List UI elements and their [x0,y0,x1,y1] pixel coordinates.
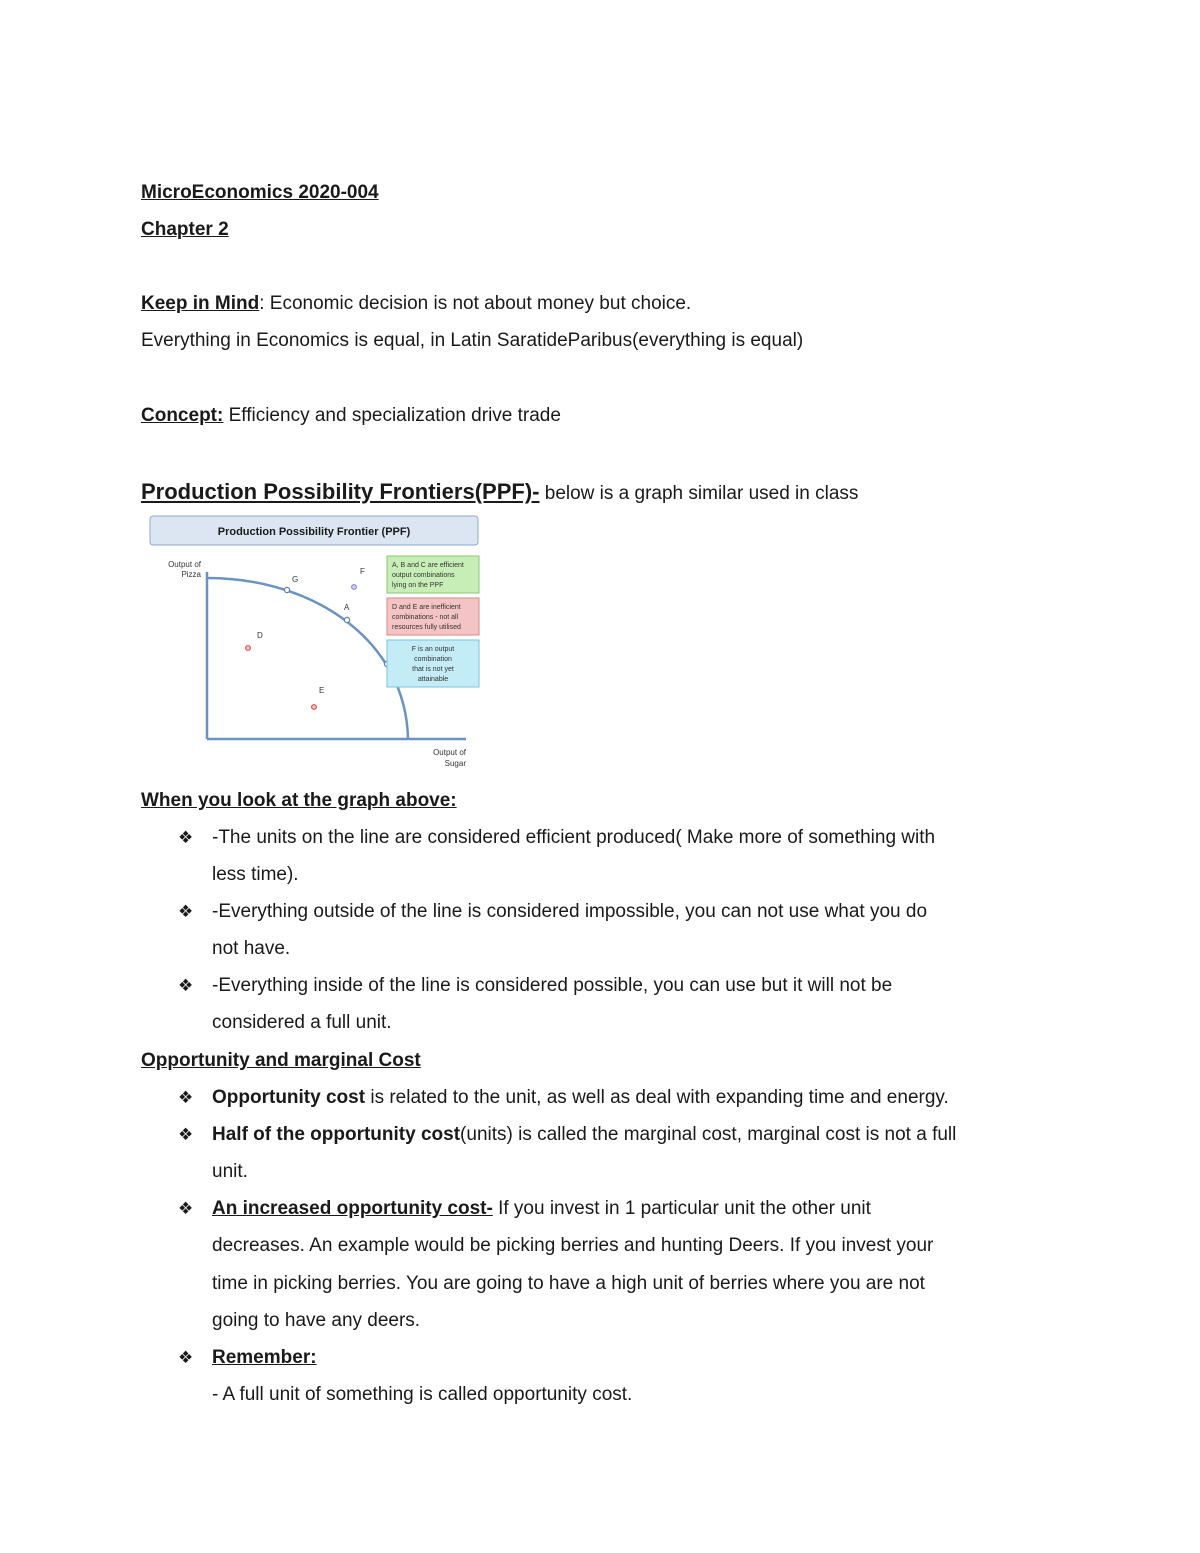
ppf-heading-line [141,479,858,505]
opportunity-item-2-term: Half of the opportunity cost [212,1124,461,1145]
opportunity-item-1 [212,1087,949,1109]
point-g [284,587,289,592]
graph-note-3-line2: considered a full unit. [212,1012,392,1033]
legend-unattainable-line2: combination [414,656,452,663]
point-f [352,585,357,590]
bullet-icon: ❖ [178,1125,194,1144]
legend-efficient-line1: A, B and C are efficient [392,562,464,569]
ceteris-paribus-line: Everything in Economics is equal, in Latin SaratideParibus(everything is equal) [141,330,804,351]
ppf-heading: Production Possibility Frontiers(PPF)- [141,479,540,504]
remember-text: - A full unit of something is called opportunity cost. [212,1384,633,1405]
opportunity-item-3-line3: time in picking berries. You are going to have a high unit of berries where you are not [212,1273,925,1294]
concept-label: Concept: [141,405,224,426]
bullet-icon: ❖ [178,1088,194,1107]
ppf-heading-text: below is a graph similar used in class [539,483,859,504]
bullet-icon: ❖ [178,1348,194,1367]
opportunity-item-3-term: An increased opportunity cost- [212,1198,493,1219]
point-d [246,646,251,651]
opportunity-item-3 [212,1198,871,1220]
opportunity-item-2-line2: unit. [212,1161,248,1182]
ppf-curve [207,578,408,739]
point-g-label: G [292,575,299,584]
point-d-label: D [257,631,263,640]
opportunity-item-1-text: is related to the unit, as well as deal with expanding time and energy. [365,1087,949,1108]
legend-unattainable-line1: F is an output [411,646,455,653]
opportunity-item-2-text: (units) is called the marginal cost, marginal cost is not a full [460,1124,957,1145]
ppf-figure [146,512,482,774]
point-a [344,617,349,622]
bullet-icon: ❖ [178,828,194,847]
legend-efficient-line3: lying on the PPF [392,582,444,589]
y-axis-label-line2: Pizza [181,570,201,579]
legend-inefficient-line2: combinations - not all [392,614,459,621]
y-axis-label-line1: Output of [168,560,201,569]
keep-in-mind-line [141,293,691,315]
opportunity-item-3-line2: decreases. An example would be picking berries and hunting Deers. If you invest your [212,1235,934,1256]
legend-efficient-line2: output combinations [392,572,455,579]
opportunity-heading: Opportunity and marginal Cost [141,1050,421,1071]
x-axis-label-line2: Sugar [444,759,466,768]
legend-unattainable-line4: attainable [417,676,449,683]
keep-in-mind-text: : Economic decision is not about money but choice. [259,293,692,314]
graph-notes-heading: When you look at the graph above: [141,790,457,811]
point-a-label: A [344,603,350,612]
concept-line [141,405,561,427]
graph-note-1-line2: less time). [212,864,299,885]
document-title: MicroEconomics 2020-004 [141,182,379,203]
opportunity-item-2 [212,1124,956,1146]
bullet-icon: ❖ [178,1199,194,1218]
legend-inefficient-line3: resources fully utilised [392,624,461,631]
legend-unattainable-line3: that is not yet [412,666,454,673]
opportunity-item-3-line4: going to have any deers. [212,1310,421,1331]
graph-note-3-line1: -Everything inside of the line is considered possible, you can use but it will not be [212,975,893,996]
graph-note-2-line1: -Everything outside of the line is considered impossible, you can not use what you do [212,901,928,922]
point-e [312,705,317,710]
point-e-label: E [319,686,325,695]
graph-note-1-line1: -The units on the line are considered efficient produced( Make more of something with [212,827,936,848]
opportunity-item-3-text: If you invest in 1 particular unit the other unit [492,1198,871,1219]
keep-in-mind-label: Keep in Mind [141,293,260,314]
point-f-label: F [360,567,365,576]
graph-note-2-line2: not have. [212,938,291,959]
x-axis-label-line1: Output of [433,748,466,757]
chapter-heading: Chapter 2 [141,219,229,240]
bullet-icon: ❖ [178,902,194,921]
concept-text: Efficiency and specialization drive trade [223,405,561,426]
opportunity-item-1-term: Opportunity cost [212,1087,366,1108]
figure-title: Production Possibility Frontier (PPF) [217,526,411,538]
bullet-icon: ❖ [178,976,194,995]
legend-inefficient-line1: D and E are inefficient [392,604,461,611]
remember-label: Remember: [212,1347,317,1368]
